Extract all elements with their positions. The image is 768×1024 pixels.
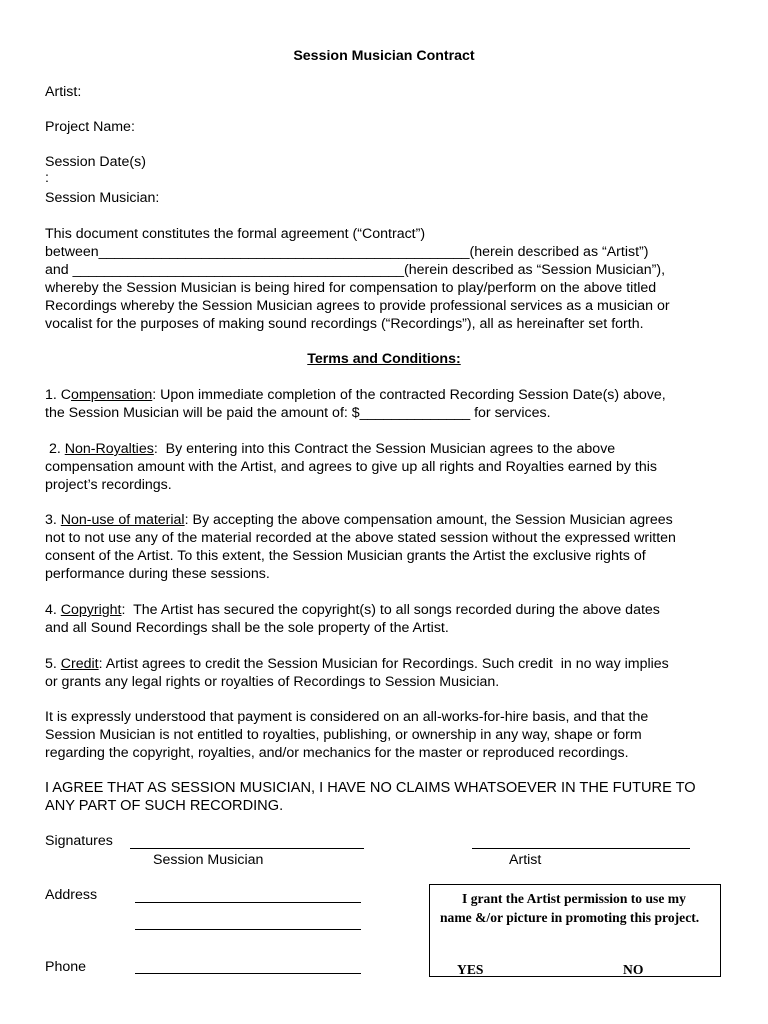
artist-field-label: Artist: (45, 84, 82, 100)
term-4-text: : The Artist has secured the copyright(s) to all songs recorded during the above dates (121, 602, 660, 618)
address-label: Address (45, 887, 98, 903)
permission-yes-option[interactable]: YES (457, 962, 484, 977)
session-dates-field-label: Session Date(s) (45, 154, 146, 170)
session-dates-colon: : (45, 170, 49, 186)
intro-line-2: between_______________________________________________(herein described as “Artist”) (45, 244, 649, 260)
intro-line-3: and __________________________________________(herein described as “Session Musician”), (45, 262, 666, 278)
term-3-line-2: not to not use any of the material recorded at the above stated session without the expressed written (45, 530, 676, 546)
understanding-line-2: Session Musician is not entitled to royalties, publishing, or ownership in any way, shape or form (45, 727, 642, 743)
permission-box (429, 884, 721, 977)
session-musician-signature-caption: Session Musician (153, 852, 264, 868)
understanding-line-3: regarding the copyright, royalties, and/or mechanics for the master or reproduced recordings. (45, 745, 629, 761)
term-5-prefix: 5. (45, 656, 61, 672)
term-4-line-1 (45, 601, 660, 619)
term-1-line-2: the Session Musician will be paid the amount of: $______________ for services. (45, 405, 551, 421)
term-4-prefix: 4. (45, 602, 61, 618)
signatures-label: Signatures (45, 833, 113, 849)
term-4-heading: Copyright (60, 602, 122, 618)
intro-line-5: Recordings whereby the Session Musician agrees to provide professional services as a musician or (45, 298, 670, 314)
term-5-line-1 (45, 655, 669, 673)
page-title: Session Musician Contract (293, 48, 475, 64)
term-1-heading: ompensation (71, 387, 153, 403)
intro-line-4: whereby the Session Musician is being hired for compensation to play/perform on the above titled (45, 280, 657, 296)
term-2-line-1 (45, 440, 615, 458)
term-1-line-1 (45, 386, 666, 404)
term-1-prefix: 1. C (45, 387, 72, 403)
term-2-prefix: 2. (45, 441, 65, 457)
agreement-line-2: ANY PART OF SUCH RECORDING. (45, 798, 284, 814)
term-2-heading: Non-Royalties (64, 441, 154, 457)
term-5-text: : Artist agrees to credit the Session Musician for Recordings. Such credit in no way implies (98, 656, 669, 672)
term-2-line-3: project’s recordings. (45, 477, 172, 493)
project-name-field-label: Project Name: (45, 119, 135, 135)
artist-signature-caption: Artist (509, 852, 542, 868)
phone-line[interactable] (135, 973, 361, 974)
phone-label: Phone (45, 959, 87, 975)
term-3-line-1 (45, 511, 673, 529)
agreement-line-1: I AGREE THAT AS SESSION MUSICIAN, I HAVE NO CLAIMS WHATSOEVER IN THE FUTURE TO (45, 780, 696, 796)
term-3-text: : By accepting the above compensation amount, the Session Musician agrees (184, 512, 673, 528)
intro-line-6: vocalist for the purposes of making sound recordings (“Recordings”), all as hereinafter set forth. (45, 316, 644, 332)
term-3-line-3: consent of the Artist. To this extent, the Session Musician grants the Artist the exclusive rights of (45, 548, 646, 564)
artist-signature-line[interactable] (472, 848, 690, 849)
address-line-1[interactable] (135, 902, 361, 903)
term-5-heading: Credit (60, 656, 99, 672)
term-3-heading: Non-use of material (60, 512, 185, 528)
term-1-text: : Upon immediate completion of the contracted Recording Session Date(s) above, (152, 387, 666, 403)
session-musician-signature-line[interactable] (130, 848, 364, 849)
term-2-text: : By entering into this Contract the Session Musician agrees to the above (153, 441, 616, 457)
terms-heading: Terms and Conditions: (307, 351, 461, 367)
term-2-line-2: compensation amount with the Artist, and agrees to give up all rights and Royalties earned by this (45, 459, 657, 475)
session-musician-field-label: Session Musician: (45, 190, 160, 206)
term-3-line-4: performance during these sessions. (45, 566, 270, 582)
address-line-2[interactable] (135, 929, 361, 930)
permission-text: I grant the Artist permission to use my name &/or picture in promoting this project. (440, 891, 700, 925)
intro-line-1: This document constitutes the formal agreement (“Contract”) (45, 226, 426, 242)
term-3-prefix: 3. (45, 512, 61, 528)
understanding-line-1: It is expressly understood that payment is considered on an all-works-for-hire basis, and that the (45, 709, 649, 725)
term-5-line-2: or grants any legal rights or royalties of Recordings to Session Musician. (45, 674, 500, 690)
permission-no-option[interactable]: NO (623, 962, 644, 977)
term-4-line-2: and all Sound Recordings shall be the sole property of the Artist. (45, 620, 449, 636)
